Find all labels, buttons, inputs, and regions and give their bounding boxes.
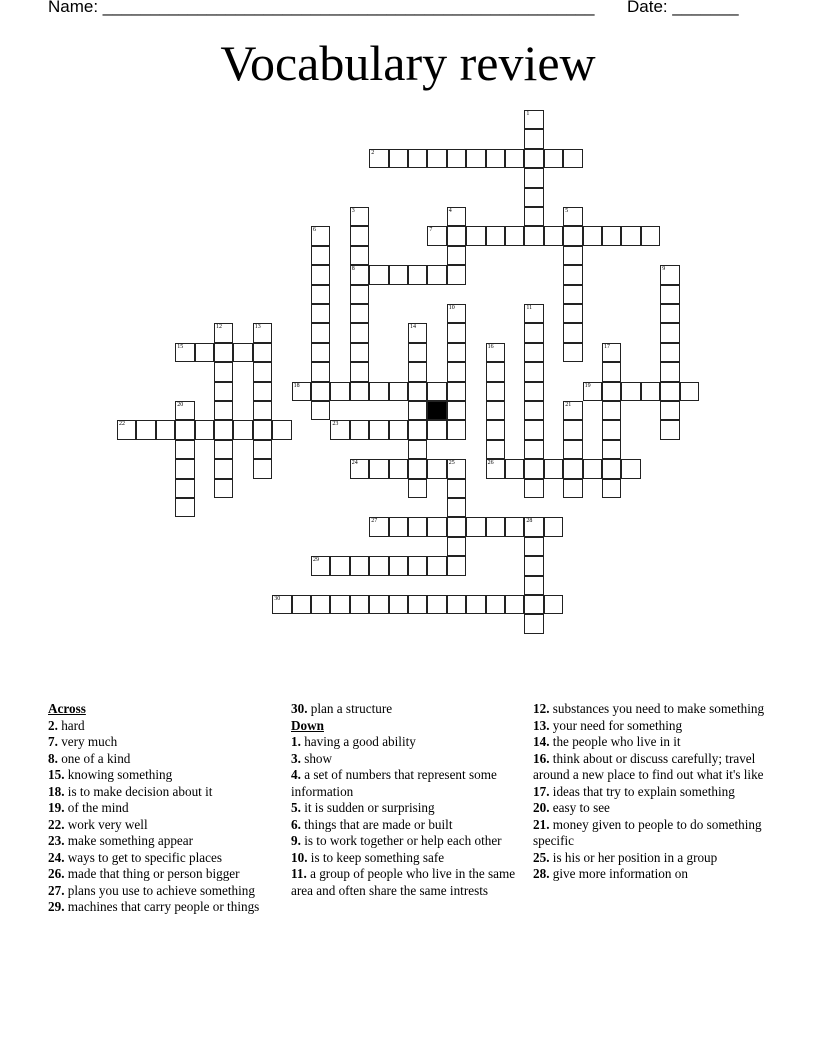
across-clue: 18. is to make decision about it [48,783,213,799]
grid-cell[interactable] [563,149,582,168]
down-clue: 11. a group of people who live in the same area and often share the same intrests [291,866,516,898]
grid-cell[interactable] [602,401,621,420]
grid-cell[interactable] [505,517,524,536]
down-clue: 1. having a good ability [291,734,416,749]
clue-number: 23 [332,421,339,428]
down-clue: 12. substances you need to make something [533,701,765,716]
grid-cell[interactable] [175,420,194,439]
grid-cell[interactable] [214,382,233,401]
grid-cell[interactable] [233,343,252,362]
grid-cell[interactable] [350,343,369,362]
grid-cell[interactable] [486,226,505,245]
grid-cell[interactable] [524,149,543,168]
across-clue: 24. ways to get to specific places [48,849,222,865]
grid-cell[interactable] [641,226,660,245]
grid-cell[interactable] [486,343,505,362]
grid-cell[interactable] [583,459,602,478]
across-clue: 8. one of a kind [48,750,131,766]
grid-cell[interactable] [447,420,466,439]
grid-cell[interactable] [563,246,582,265]
grid-cell[interactable] [544,517,563,536]
grid-cell[interactable] [466,149,485,168]
grid-cell[interactable] [524,537,543,556]
grid-cell[interactable] [427,265,446,284]
grid-cell[interactable] [389,517,408,536]
grid-cell[interactable] [641,382,660,401]
grid-cell[interactable] [330,556,349,575]
grid-cell[interactable] [524,362,543,381]
grid-cell[interactable] [524,459,543,478]
grid-cell[interactable] [602,382,621,401]
grid-cell[interactable] [253,401,272,420]
date-field-label: Date: _______ [627,0,739,16]
grid-cell[interactable] [117,420,136,439]
clue-number: 27 [371,518,378,525]
grid-cell[interactable] [486,459,505,478]
grid-cell[interactable] [369,382,388,401]
grid-cell[interactable] [563,207,582,226]
grid-cell[interactable] [350,362,369,381]
grid-cell[interactable] [350,246,369,265]
grid-cell[interactable] [486,420,505,439]
grid-cell[interactable] [369,595,388,614]
grid-cell[interactable] [350,595,369,614]
grid-cell[interactable] [350,226,369,245]
grid-cell[interactable] [427,382,446,401]
grid-cell[interactable] [408,362,427,381]
grid-cell[interactable] [680,382,699,401]
grid-cell[interactable] [660,323,679,342]
grid-cell[interactable] [447,226,466,245]
grid-cell[interactable] [524,168,543,187]
clue-number: 1 [526,111,530,117]
grid-cell[interactable] [524,382,543,401]
grid-cell[interactable] [311,226,330,245]
grid-cell[interactable] [214,420,233,439]
grid-cell[interactable] [156,420,175,439]
grid-cell[interactable] [369,420,388,439]
grid-cell[interactable] [369,265,388,284]
grid-cell[interactable] [350,420,369,439]
grid-cell[interactable] [369,556,388,575]
down-clue: 14. the people who live in it [533,734,681,749]
clue-number: 17 [604,343,610,350]
grid-cell[interactable] [195,420,214,439]
grid-cell[interactable] [389,420,408,439]
grid-cell[interactable] [486,517,505,536]
across-clue: 22. work very well [48,816,148,832]
grid-cell[interactable] [466,226,485,245]
grid-cell[interactable] [660,382,679,401]
grid-cell[interactable] [524,614,543,633]
grid-cell[interactable] [486,362,505,381]
grid-cell[interactable] [563,459,582,478]
grid-cell[interactable] [524,401,543,420]
grid-cell[interactable] [350,304,369,323]
grid-cell[interactable] [408,401,427,420]
grid-cell[interactable] [447,382,466,401]
across-clue: 27. plans you use to achieve something [48,882,255,898]
grid-cell[interactable] [408,459,427,478]
clue-number: 16 [487,343,494,350]
grid-cell[interactable] [311,323,330,342]
grid-cell[interactable] [447,517,466,536]
grid-cell[interactable] [447,149,466,168]
grid-cell[interactable] [427,420,446,439]
down-clue: 3. show [291,750,333,766]
grid-cell[interactable] [563,285,582,304]
clues-column-3 [533,701,768,883]
across-clue: 2. hard [48,717,85,733]
clue-number: 24 [351,460,358,467]
grid-cell[interactable] [660,265,679,284]
grid-cell[interactable] [253,382,272,401]
grid-cell[interactable] [486,382,505,401]
across-clue: 26. made that thing or person bigger [48,866,240,881]
grid-cell[interactable] [447,498,466,517]
clue-number: 10 [448,305,455,311]
grid-cell[interactable] [136,420,155,439]
grid-cell[interactable] [175,343,194,362]
clue-number: 11 [526,305,533,311]
grid-cell[interactable] [447,265,466,284]
grid-cell[interactable] [175,459,194,478]
clues-column-1 [48,701,283,916]
grid-cell[interactable] [427,517,446,536]
grid-cell[interactable] [427,226,446,245]
grid-cell[interactable] [563,420,582,439]
grid-cell[interactable] [447,323,466,342]
down-clue: 9. is to work together or help each other [291,833,502,848]
clue-number: 28 [526,518,533,525]
grid-cell[interactable] [408,440,427,459]
grid-cell[interactable] [660,401,679,420]
grid-cell[interactable] [486,440,505,459]
grid-cell[interactable] [447,362,466,381]
grid-cell[interactable] [602,420,621,439]
grid-cell[interactable] [311,285,330,304]
page-title: Vocabulary review [220,35,596,91]
grid-cell[interactable] [389,265,408,284]
grid-cell[interactable] [214,343,233,362]
grid-cell[interactable] [408,382,427,401]
grid-cell[interactable] [330,595,349,614]
grid-cell[interactable] [524,420,543,439]
clue-number: 6 [313,227,316,234]
grid-cell[interactable] [524,479,543,498]
grid-cell[interactable] [389,595,408,614]
grid-cell[interactable] [214,401,233,420]
grid-cell[interactable] [466,517,485,536]
down-heading: Down [291,717,324,733]
grid-cell[interactable] [175,479,194,498]
clue-number: 26 [487,460,494,467]
grid-cell[interactable] [447,595,466,614]
grid-cell[interactable] [175,440,194,459]
grid-cell[interactable] [602,226,621,245]
grid-cell[interactable] [602,479,621,498]
grid-cell[interactable] [524,207,543,226]
grid-cell[interactable] [408,595,427,614]
grid-cell[interactable] [447,401,466,420]
grid-cell[interactable] [311,382,330,401]
grid-cell[interactable] [330,420,349,439]
grid-cell[interactable] [563,226,582,245]
grid-cell[interactable] [447,304,466,323]
grid-cell[interactable] [563,304,582,323]
grid-cell[interactable] [524,188,543,207]
grid-cell[interactable] [524,556,543,575]
clue-number: 5 [565,208,569,214]
grid-cell[interactable] [427,459,446,478]
down-clue: 10. is to keep something safe [291,849,445,865]
grid-cell[interactable] [408,323,427,342]
grid-cell[interactable] [253,323,272,342]
grid-cell[interactable] [330,382,349,401]
grid-cell[interactable] [660,420,679,439]
clue-number: 2 [371,149,375,156]
grid-cell[interactable] [272,595,291,614]
grid-cell[interactable] [447,459,466,478]
grid-cell[interactable] [350,556,369,575]
grid-cell[interactable] [563,440,582,459]
grid-cell[interactable] [350,285,369,304]
grid-cell[interactable] [563,479,582,498]
grid-cell[interactable] [583,382,602,401]
down-clue: 6. things that are made or built [291,816,453,832]
down-clue: 25. is his or her position in a group [533,849,718,865]
grid-cell[interactable] [621,226,640,245]
grid-cell[interactable] [602,440,621,459]
across-clue: 30. plan a structure [291,701,393,716]
grid-cell[interactable] [311,362,330,381]
grid-cell[interactable] [292,595,311,614]
grid-cell[interactable] [466,595,485,614]
grid-cell[interactable] [660,304,679,323]
clue-number: 25 [448,460,455,467]
grid-cell[interactable] [214,323,233,342]
grid-cell[interactable] [505,595,524,614]
grid-cell[interactable] [660,285,679,304]
grid-cell[interactable] [563,401,582,420]
grid-cell[interactable] [602,362,621,381]
down-clue: 17. ideas that try to explain something [533,783,735,799]
grid-cell[interactable] [350,265,369,284]
grid-cell[interactable] [350,382,369,401]
grid-cell[interactable] [175,498,194,517]
clue-number: 13 [254,324,261,331]
clue-number: 12 [216,324,222,331]
grid-cell[interactable] [214,479,233,498]
grid-cell[interactable] [524,517,543,536]
grid-cell[interactable] [563,343,582,362]
across-clue: 15. knowing something [48,767,173,782]
grid-cell[interactable] [447,537,466,556]
grid-cell[interactable] [408,556,427,575]
down-clue: 4. a set of numbers that represent some information [291,767,497,799]
clue-number: 3 [351,208,355,214]
grid-cell[interactable] [389,149,408,168]
name-field-label: Name: ____________________________________________________ [48,0,595,16]
grid-cell[interactable] [427,556,446,575]
down-clue: 28. give more information on [533,866,688,881]
across-clue: 19. of the mind [48,800,129,815]
clue-number: 8 [351,266,355,273]
grid-cell[interactable] [311,265,330,284]
grid-cell[interactable] [621,459,640,478]
down-clue: 5. it is sudden or surprising [291,800,435,815]
clue-number: 30 [274,596,281,602]
clue-number: 15 [177,343,184,350]
grid-cell[interactable] [505,459,524,478]
grid-cell[interactable] [544,226,563,245]
grid-cell[interactable] [408,479,427,498]
grid-cell[interactable] [195,343,214,362]
grid-cell[interactable] [660,362,679,381]
grid-cell[interactable] [350,323,369,342]
clue-number: 7 [429,227,433,234]
grid-cell[interactable] [253,459,272,478]
grid-cell[interactable] [427,149,446,168]
grid-cell[interactable] [350,207,369,226]
grid-cell[interactable] [175,401,194,420]
clues-column-2 [291,701,526,899]
down-clue: 20. easy to see [533,800,610,815]
clue-number: 9 [662,266,666,273]
grid-cell[interactable] [311,343,330,362]
grid-cell[interactable] [214,362,233,381]
grid-cell[interactable] [253,420,272,439]
across-heading: Across [48,701,86,716]
clue-number: 21 [565,402,572,408]
grid-cell[interactable] [602,459,621,478]
grid-cell[interactable] [311,595,330,614]
grid-cell[interactable] [524,226,543,245]
grid-cell[interactable] [233,420,252,439]
grid-cell[interactable] [447,343,466,362]
grid-cell[interactable] [389,556,408,575]
down-clue: 21. money given to people to do something specific [533,816,762,848]
grid-cell[interactable] [447,246,466,265]
grid-cell[interactable] [272,420,291,439]
grid-cell[interactable] [563,265,582,284]
grid-cell[interactable] [408,343,427,362]
across-clue: 23. make something appear [48,833,194,848]
grid-cell[interactable] [505,226,524,245]
grid-cell[interactable] [447,207,466,226]
down-clue: 13. your need for something [533,717,683,733]
clue-number: 14 [410,324,416,331]
across-clue: 7. very much [48,734,118,749]
grid-cell[interactable] [583,226,602,245]
grid-cell[interactable] [408,265,427,284]
grid-cell[interactable] [524,110,543,129]
grid-cell[interactable] [524,343,543,362]
grid-cell[interactable] [408,420,427,439]
grid-cell[interactable] [660,343,679,362]
grid-cell[interactable] [408,517,427,536]
grid-cell[interactable] [602,343,621,362]
grid-cell[interactable] [524,304,543,323]
clue-number: 22 [119,421,125,428]
grid-cell[interactable] [369,149,388,168]
grid-cell[interactable] [447,479,466,498]
grid-cell[interactable] [563,323,582,342]
grid-cell[interactable] [369,459,388,478]
grid-cell[interactable] [214,440,233,459]
grid-cell[interactable] [544,459,563,478]
grid-cell[interactable] [350,459,369,478]
grid-cell[interactable] [292,382,311,401]
grid-cell[interactable] [524,440,543,459]
grid-cell[interactable] [486,401,505,420]
down-clue: 16. think about or discuss carefully; travel around a new place to find out what it's like [533,750,764,782]
grid-cell[interactable] [524,595,543,614]
grid-cell[interactable] [311,556,330,575]
across-clue: 29. machines that carry people or things [48,899,260,914]
grid-cell[interactable] [524,323,543,342]
grid-cell[interactable] [505,149,524,168]
grid-cell[interactable] [369,517,388,536]
clue-number: 19 [584,382,591,389]
grid-cell[interactable] [311,304,330,323]
clue-number: 18 [293,382,300,389]
grid-cell[interactable] [389,459,408,478]
grid-cell[interactable] [389,382,408,401]
clue-number: 4 [448,208,452,214]
grid-cell[interactable] [544,149,563,168]
grid-cell[interactable] [408,149,427,168]
grid-cell[interactable] [486,149,505,168]
grid-cell[interactable] [311,401,330,420]
grid-cell[interactable] [544,595,563,614]
grid-cell[interactable] [447,556,466,575]
grid-cell[interactable] [524,576,543,595]
grid-cell[interactable] [621,382,640,401]
clue-number: 20 [177,402,184,408]
grid-cell[interactable] [311,246,330,265]
grid-cell[interactable] [253,362,272,381]
grid-cell[interactable] [253,440,272,459]
grid-cell[interactable] [253,343,272,362]
clue-number: 29 [313,557,319,564]
grid-cell[interactable] [524,129,543,148]
grid-cell[interactable] [427,595,446,614]
grid-cell[interactable] [486,595,505,614]
grid-cell[interactable] [214,459,233,478]
black-cell [427,401,446,420]
